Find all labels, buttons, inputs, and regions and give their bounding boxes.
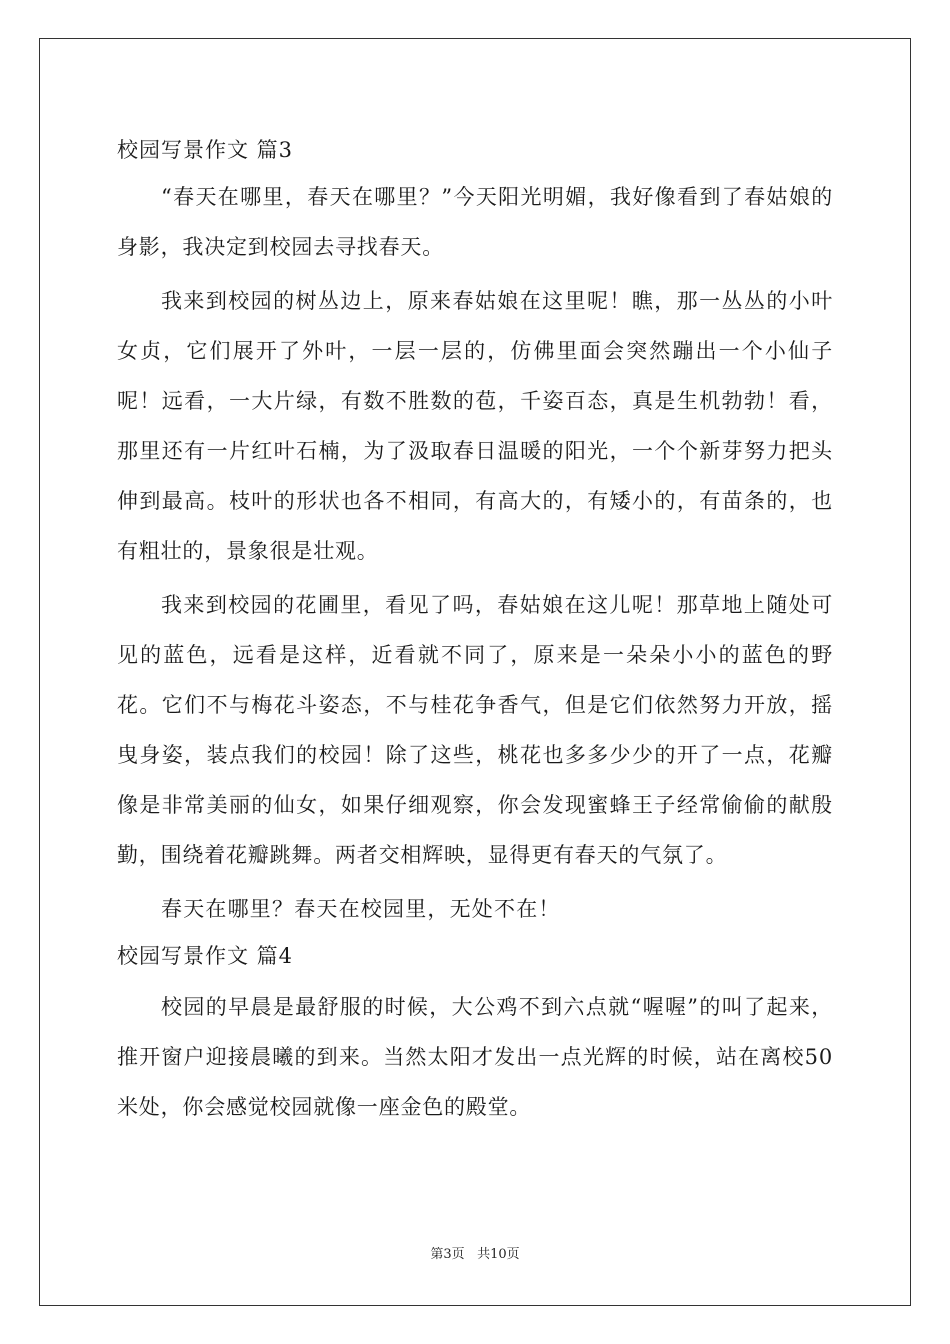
page-total: 共10页 (477, 1247, 520, 1262)
section-heading: 校园写景作文 篇4 (117, 944, 294, 968)
paragraph: “春天在哪里，春天在哪里？”今天阳光明媚，我好像看到了春姑娘的身影，我决定到校园去寻找春天。 (117, 185, 833, 259)
paragraph: 春天在哪里？春天在校园里，无处不在！ (161, 897, 561, 921)
page-footer (0, 1246, 950, 1264)
document-body (117, 128, 833, 1132)
page-number: 第3页 (430, 1247, 465, 1262)
section-heading: 校园写景作文 篇3 (117, 138, 294, 162)
paragraph: 我来到校园的树丛边上，原来春姑娘在这里呢！瞧，那一丛丛的小叶女贞，它们展开了外叶，一层一层的，仿佛里面会突然蹦出一个小仙子呢！远看，一大片绿，有数不胜数的苞，千姿百态，真是生机勃勃！看，那里还有一片红叶石楠，为了汲取春日温暖的阳光，一个个新芽努力把头伸到最高。枝叶的形状也各不相同，有高大的，有矮小的，有苗条的，也有粗壮的，景象很是壮观。 (117, 289, 833, 563)
paragraph: 我来到校园的花圃里，看见了吗，春姑娘在这儿呢！那草地上随处可见的蓝色，远看是这样，近看就不同了，原来是一朵朵小小的蓝色的野花。它们不与梅花斗姿态，不与桂花争香气，但是它们依然努力开放，摇曳身姿，装点我们的校园！除了这些，桃花也多多少少的开了一点，花瓣像是非常美丽的仙女，如果仔细观察，你会发现蜜蜂王子经常偷偷的献殷勤，围绕着花瓣跳舞。两者交相辉映，显得更有春天的气氛了。 (117, 593, 833, 867)
paragraph: 校园的早晨是最舒服的时候，大公鸡不到六点就“喔喔”的叫了起来，推开窗户迎接晨曦的到来。当然太阳才发出一点光辉的时候，站在离校50米处，你会感觉校园就像一座金色的殿堂。 (117, 995, 833, 1119)
